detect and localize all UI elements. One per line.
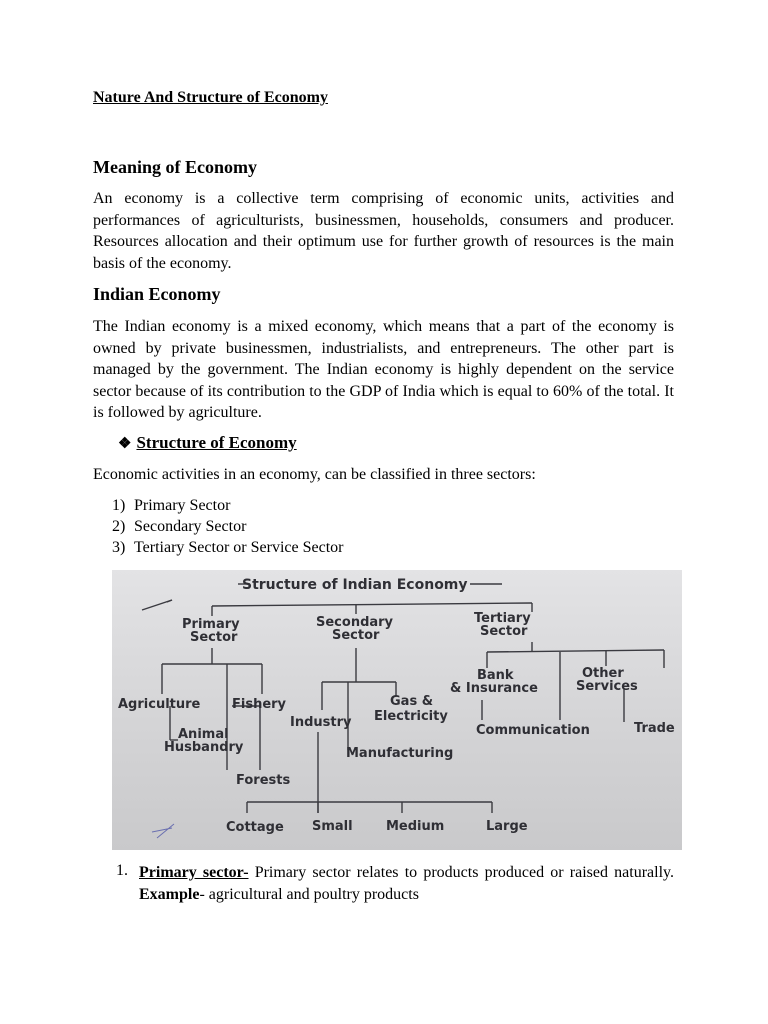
heading-structure-of-economy [118,433,297,453]
node-secondary-2: Sector [332,628,380,643]
node-animal-2: Husbandry [164,740,244,755]
node-secondary-1: Secondary [316,615,394,630]
heading-meaning-of-economy: Meaning of Economy [93,157,257,177]
node-large: Large [486,819,528,834]
node-trade: Trade [634,721,675,736]
structure-diagram-photo [112,570,682,850]
node-animal-1: Animal [178,727,229,742]
list-item: 3) Tertiary Sector or Service Sector [112,539,344,556]
heading-indian-economy: Indian Economy [93,284,221,304]
node-agriculture: Agriculture [118,697,201,712]
node-fishery: Fishery [232,697,287,712]
node-industry: Industry [290,715,352,730]
heading-structure-text: Structure of Economy [136,433,297,452]
node-tertiary-2: Sector [480,624,528,639]
node-other-1: Other [582,666,624,681]
node-small: Small [312,819,353,834]
node-gas-2: Electricity [374,709,448,724]
node-primary-2: Sector [190,630,238,645]
primary-sector-text: Primary sector relates to products produced or raised naturally. [248,864,674,881]
node-other-2: Services [576,679,638,694]
numbered-item-primary-sector [139,862,674,905]
node-root: Structure of Indian Economy [242,577,468,593]
node-primary-1: Primary [182,617,240,632]
node-cottage: Cottage [226,820,284,835]
node-bank-2: & Insurance [450,681,538,696]
example-text: - agricultural and poultry products [199,885,419,903]
diamond-bullet-icon: ❖ [118,436,132,452]
node-forests: Forests [236,773,291,788]
paragraph-meaning-of-economy: An economy is a collective term comprising of economic units, activities and performances of agriculturists, businessmen, households, consumers and producer. Resources allocation and their optimum use for further growth of resources is the main basis of the economy. [93,190,674,272]
node-tertiary-1: Tertiary [474,611,531,626]
node-medium: Medium [386,819,445,834]
list-item: 2) Secondary Sector [112,518,247,535]
node-communication: Communication [476,723,590,738]
node-bank-1: Bank [477,668,514,683]
node-manufacturing: Manufacturing [346,746,454,761]
numbered-item-number: 1. [116,862,128,879]
paragraph-indian-economy: The Indian economy is a mixed economy, which means that a part of the economy is owned by private businessmen, industrialists, and entrepreneurs. The other part is managed by the government. The Indian economy is highly dependent on the service sector because of its contribution to the GDP of India which is equal to 60% of the total. It is followed by agriculture. [93,318,674,421]
node-gas-1: Gas & [390,694,434,709]
example-label: Example [139,885,200,903]
list-item: 1) Primary Sector [112,497,231,514]
term-primary-sector: Primary sector- [139,864,249,881]
document-title: Nature And Structure of Economy [93,89,328,106]
structure-intro: Economic activities in an economy, can be classified in three sectors: [93,466,536,483]
structure-diagram [112,570,682,850]
